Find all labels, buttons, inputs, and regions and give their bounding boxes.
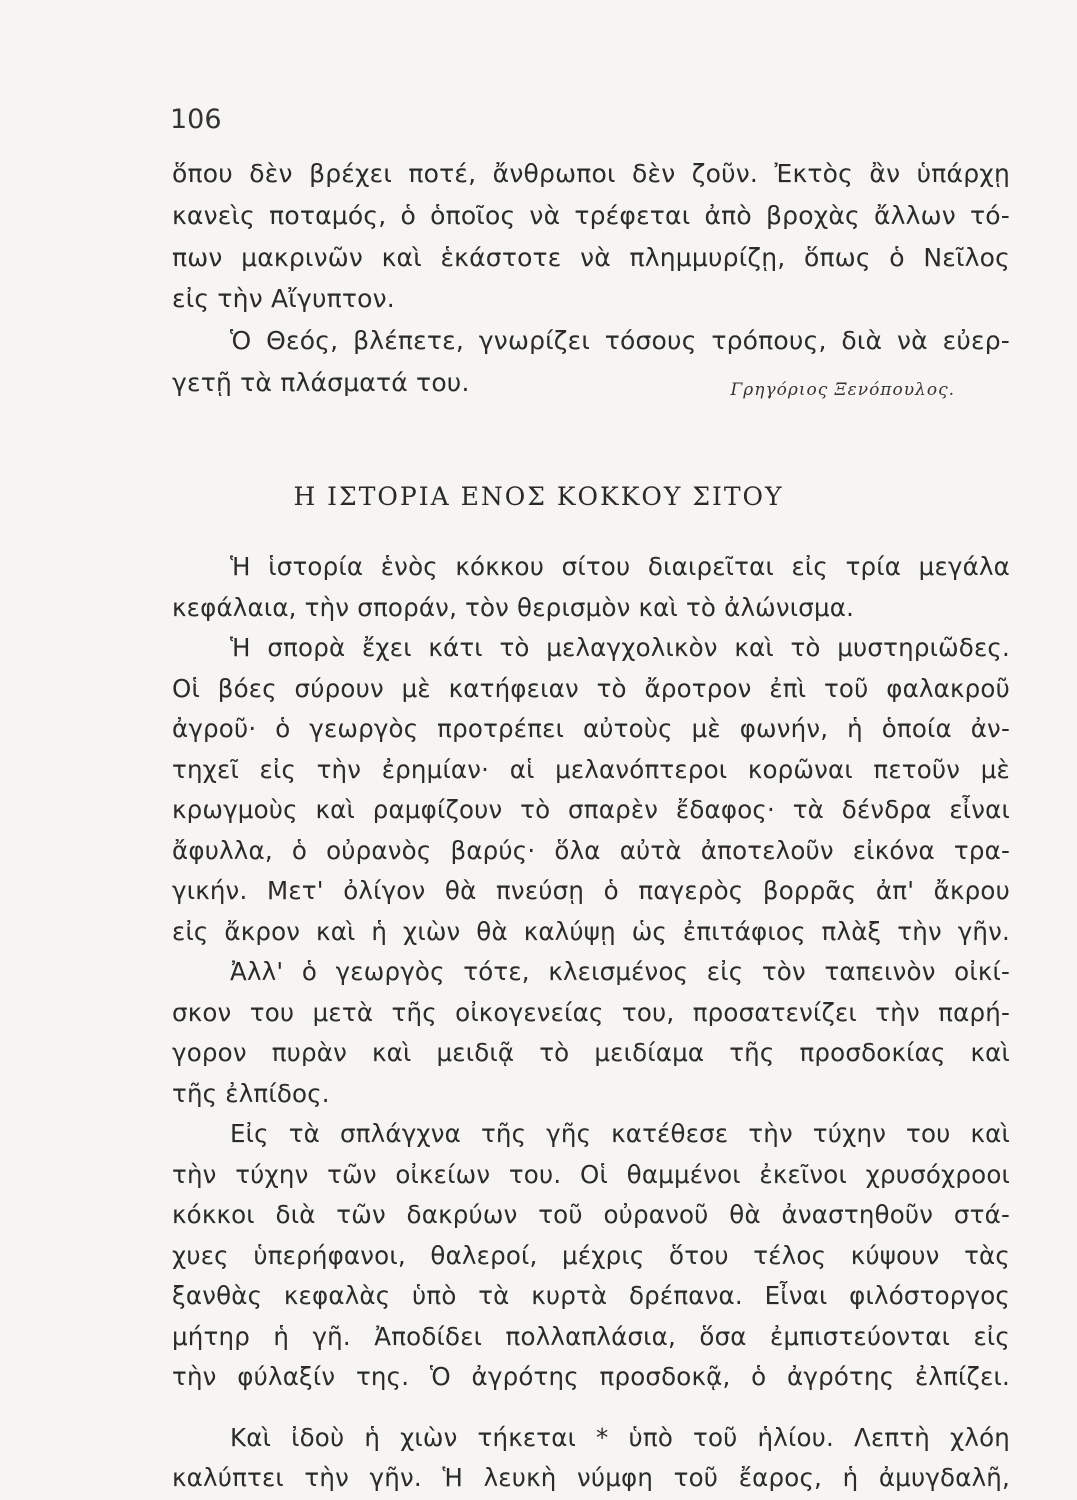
text-line: κόκκοι διὰ τῶν δακρύων τοῦ οὐρανοῦ θὰ ἀναστηθοῦν στά- [172, 1200, 1010, 1229]
text-line: Ἀλλ' ὁ γεωργὸς τότε, κλεισμένος εἰς τὸν ταπεινὸν οἰκί- [230, 957, 1010, 986]
text-line: τὴν τύχην τῶν οἰκείων του. Οἱ θαμμένοι ἐκεῖνοι χρυσόχροοι [172, 1159, 1010, 1189]
text-line: μήτηρ ἡ γῆ. Ἀποδίδει πολλαπλάσια, ὅσα ἐμπιστεύονται εἰς [172, 1321, 1010, 1351]
text-line: ξανθὰς κεφαλὰς ὑπὸ τὰ κυρτὰ δρέπανα. Εἶναι φιλόστοργος [172, 1281, 1010, 1310]
text-line: κανεὶς ποταμός, ὁ ὁποῖος νὰ τρέφεται ἀπὸ βροχὰς ἄλλων τό- [172, 201, 1010, 230]
text-line: χυες ὑπερήφανοι, θαλεροί, μέχρις ὅτου τέλος κύψουν τὰς [172, 1240, 1010, 1270]
text-line: εἰς ἄκρον καὶ ἡ χιὼν θὰ καλύψῃ ὡς ἐπιτάφιος πλὰξ τὴν γῆν. [172, 916, 1010, 946]
text-line: Εἰς τὰ σπλάγχνα τῆς γῆς κατέθεσε τὴν τύχην του καὶ [230, 1119, 1010, 1148]
text-line: ἄφυλλα, ὁ οὐρανὸς βαρύς· ὅλα αὐτὰ ἀποτελοῦν εἰκόνα τρα- [172, 835, 1010, 865]
page-number: 106 [170, 104, 222, 135]
author-signature: Γρηγόριος Ξενόπουλος. [730, 380, 955, 400]
text-line: Καὶ ἰδοὺ ἡ χιὼν τήκεται * ὑπὸ τοῦ ἡλίου. Λεπτὴ χλόη [230, 1422, 1010, 1452]
text-line: γετῇ τὰ πλάσματά του. [172, 368, 470, 397]
text-line: Ἡ ἱστορία ἑνὸς κόκκου σίτου διαιρεῖται εἰς τρία μεγάλα [230, 552, 1010, 581]
text-line: σκον του μετὰ τῆς οἰκογενείας του, προσατενίζει τὴν παρή- [172, 997, 1010, 1027]
text-line: καλύπτει τὴν γῆν. Ἡ λευκὴ νύμφη τοῦ ἔαρος, ἡ ἀμυγδαλῆ, [172, 1463, 1010, 1492]
text-line: Ἡ σπορὰ ἔχει κάτι τὸ μελαγχολικὸν καὶ τὸ μυστηριῶδες. [230, 633, 1010, 662]
chapter-heading: Η ΙΣΤΟΡΙΑ ΕΝΟΣ ΚΟΚΚΟΥ ΣΙΤΟΥ [293, 482, 784, 511]
text-line: Οἱ βόες σύρουν μὲ κατήφειαν τὸ ἄροτρον ἐπὶ τοῦ φαλακροῦ [172, 673, 1010, 703]
text-line: κρωγμοὺς καὶ ραμφίζουν τὸ σπαρὲν ἔδαφος· τὰ δένδρα εἶναι [172, 795, 1010, 824]
text-line: γορον πυρὰν καὶ μειδιᾷ τὸ μειδίαμα τῆς προσδοκίας καὶ [172, 1038, 1010, 1067]
text-line: γικήν. Μετ' ὀλίγον θὰ πνεύσῃ ὁ παγερὸς βορρᾶς ἀπ' ἄκρου [172, 876, 1010, 905]
text-line: πων μακρινῶν καὶ ἑκάστοτε νὰ πλημμυρίζῃ, ὅπως ὁ Νεῖλος [172, 243, 1010, 272]
text-line: κεφάλαια, τὴν σποράν, τὸν θερισμὸν καὶ τὸ ἀλώνισμα. [172, 592, 855, 622]
text-line: εἰς τὴν Αἴγυπτον. [172, 284, 395, 313]
text-line: ἀγροῦ· ὁ γεωργὸς προτρέπει αὐτοὺς μὲ φωνήν, ἡ ὁποία ἀν- [172, 714, 1010, 743]
text-line: τηχεῖ εἰς τὴν ἐρημίαν· αἱ μελανόπτεροι κορῶναι πετοῦν μὲ [172, 754, 1010, 784]
text-line: Ὁ Θεός, βλέπετε, γνωρίζει τόσους τρόπους, διὰ νὰ εὐερ- [230, 326, 1010, 355]
text-line: τὴν φύλαξίν της. Ὁ ἀγρότης προσδοκᾷ, ὁ ἀγρότης ἐλπίζει. [172, 1362, 1010, 1391]
text-line: τῆς ἐλπίδος. [172, 1078, 330, 1108]
text-line: ὅπου δὲν βρέχει ποτέ, ἄνθρωποι δὲν ζοῦν. Ἐκτὸς ἂν ὑπάρχῃ [172, 159, 1010, 188]
